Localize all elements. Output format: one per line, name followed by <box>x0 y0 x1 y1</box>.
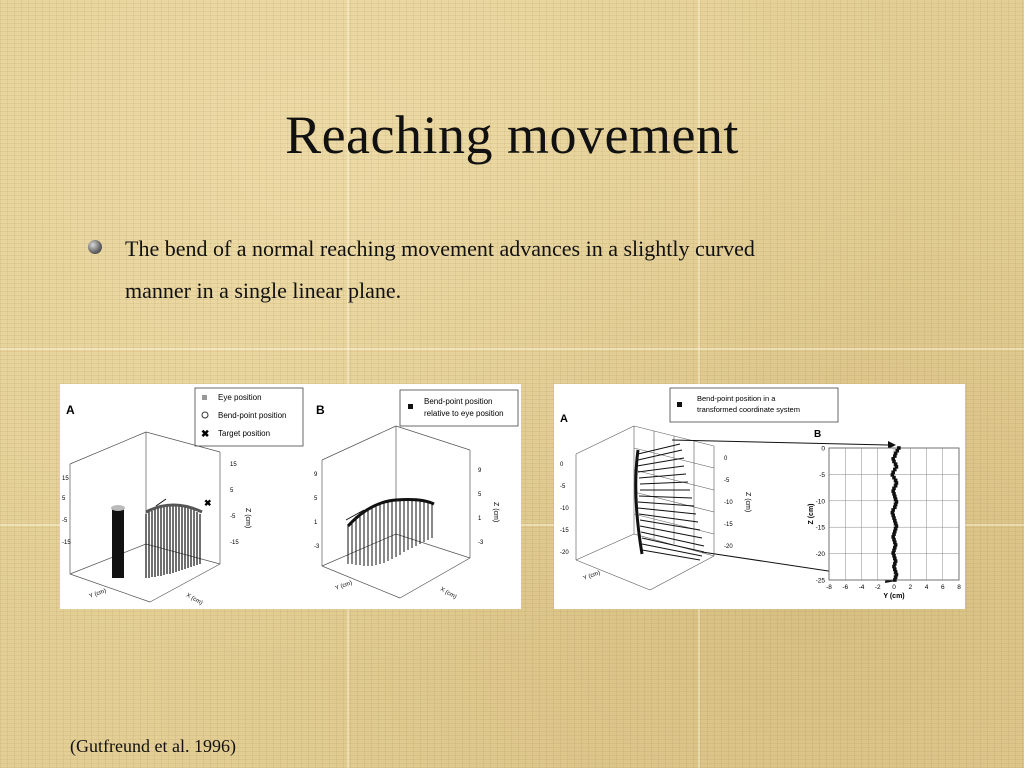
y-tick-label: -5 <box>819 471 825 479</box>
panel-a-label: A <box>66 403 75 417</box>
panel-a-label: A <box>560 413 568 425</box>
z-tick-label: 5 <box>230 488 234 494</box>
z-tick-label: 0 <box>724 456 728 462</box>
x-tick-label: -6 <box>842 584 849 591</box>
bullet-item <box>88 228 788 312</box>
z-tick-label: -10 <box>724 500 733 506</box>
panel-b-label: B <box>316 403 325 417</box>
y-axis-label: Y (cm) <box>334 580 354 592</box>
legend-item: transformed coordinate system <box>697 405 800 414</box>
z-axis-label: Z (cm) <box>244 508 251 529</box>
z-tick-label: 9 <box>478 468 482 474</box>
legend-b-box <box>400 390 518 426</box>
figure-right-svg <box>554 384 965 609</box>
plot-a-target: ✖ <box>204 498 212 508</box>
z-tick-label: -15 <box>560 528 569 534</box>
slide-title: Reaching movement <box>285 105 739 165</box>
panel-b-label: B <box>814 429 822 440</box>
x-axis-label: X (cm) <box>439 586 458 601</box>
x-tick-label: 8 <box>957 584 961 591</box>
x-tick-label: 6 <box>940 584 945 591</box>
z-tick-label: 5 <box>314 496 318 502</box>
z-tick-label: 1 <box>478 516 482 522</box>
plot-b-bend-curve <box>348 500 434 527</box>
z-tick-label: 5 <box>62 496 66 502</box>
legend-a-item: Bend-point position <box>218 411 287 420</box>
z-tick-label: 1 <box>314 520 318 526</box>
y-axis-label: Y (cm) <box>582 570 602 582</box>
z-tick-label: -15 <box>724 522 733 528</box>
x-tick-label: 4 <box>924 584 929 591</box>
bullet-text: The bend of a normal reaching movement advances in a slightly curved manner in a single linear plane. <box>125 236 755 303</box>
z-tick-label: -5 <box>230 514 236 520</box>
eye-position-marker <box>202 395 207 400</box>
eye-position-pillar <box>112 508 124 578</box>
bullet-icon <box>88 240 102 254</box>
z-tick-label: -3 <box>314 544 320 550</box>
plot-b-bend-points <box>348 500 432 566</box>
y-tick-label: -15 <box>815 524 825 532</box>
figure-left <box>60 384 521 609</box>
x-axis-label: X (cm) <box>185 592 204 607</box>
y-axis-label: Z (cm) <box>808 503 815 525</box>
z-tick-label: -20 <box>724 544 733 550</box>
plot-a-bend-points <box>146 504 200 578</box>
legend-a-item: Eye position <box>218 393 262 402</box>
chart-b <box>808 446 961 601</box>
z-tick-label: -15 <box>62 540 71 546</box>
y-tick-label: -10 <box>815 498 825 506</box>
z-tick-label: -5 <box>62 518 68 524</box>
legend-b-item: relative to eye position <box>424 409 504 418</box>
x-tick-label: 2 <box>908 584 913 591</box>
chart-b-point <box>893 578 897 582</box>
bend-point-relative-marker <box>408 404 413 409</box>
z-tick-label: 9 <box>314 472 318 478</box>
x-tick-label: -4 <box>858 584 865 591</box>
legend-a-item: Target position <box>218 429 271 438</box>
z-tick-label: -20 <box>560 550 569 556</box>
legend-b-item: Bend-point position <box>424 397 493 406</box>
z-tick-label: -15 <box>230 540 239 546</box>
z-tick-label: -10 <box>560 506 569 512</box>
z-tick-label: -3 <box>478 540 484 546</box>
citation: (Gutfreund et al. 1996) <box>70 736 236 756</box>
target-marker: ✖ <box>201 429 210 440</box>
z-tick-label: -5 <box>560 484 566 490</box>
y-tick-label: -25 <box>815 577 825 585</box>
x-tick-label: 0 <box>892 584 896 591</box>
z-tick-label: -5 <box>724 478 730 484</box>
z-axis-label: Z (cm) <box>492 502 499 523</box>
y-tick-label: 0 <box>821 445 825 453</box>
figure-left-svg <box>60 384 521 609</box>
z-axis-label: Z (cm) <box>744 492 751 513</box>
figure-right <box>554 384 965 609</box>
paper-seam <box>0 348 1024 350</box>
x-axis-label: Y (cm) <box>883 593 905 600</box>
z-tick-label: 0 <box>560 462 564 468</box>
legend-item: Bend-point position in a <box>697 394 776 403</box>
eye-position-cap <box>111 505 125 511</box>
bend-point-marker <box>677 402 682 407</box>
plot-a-frame <box>576 426 714 590</box>
z-tick-label: 15 <box>62 476 69 482</box>
z-tick-label: 15 <box>230 462 237 468</box>
x-tick-label: -8 <box>826 584 832 591</box>
y-axis-label: Y (cm) <box>88 588 108 600</box>
z-tick-label: 5 <box>478 492 482 498</box>
y-tick-label: -20 <box>815 551 825 559</box>
x-tick-label: -2 <box>874 584 881 591</box>
